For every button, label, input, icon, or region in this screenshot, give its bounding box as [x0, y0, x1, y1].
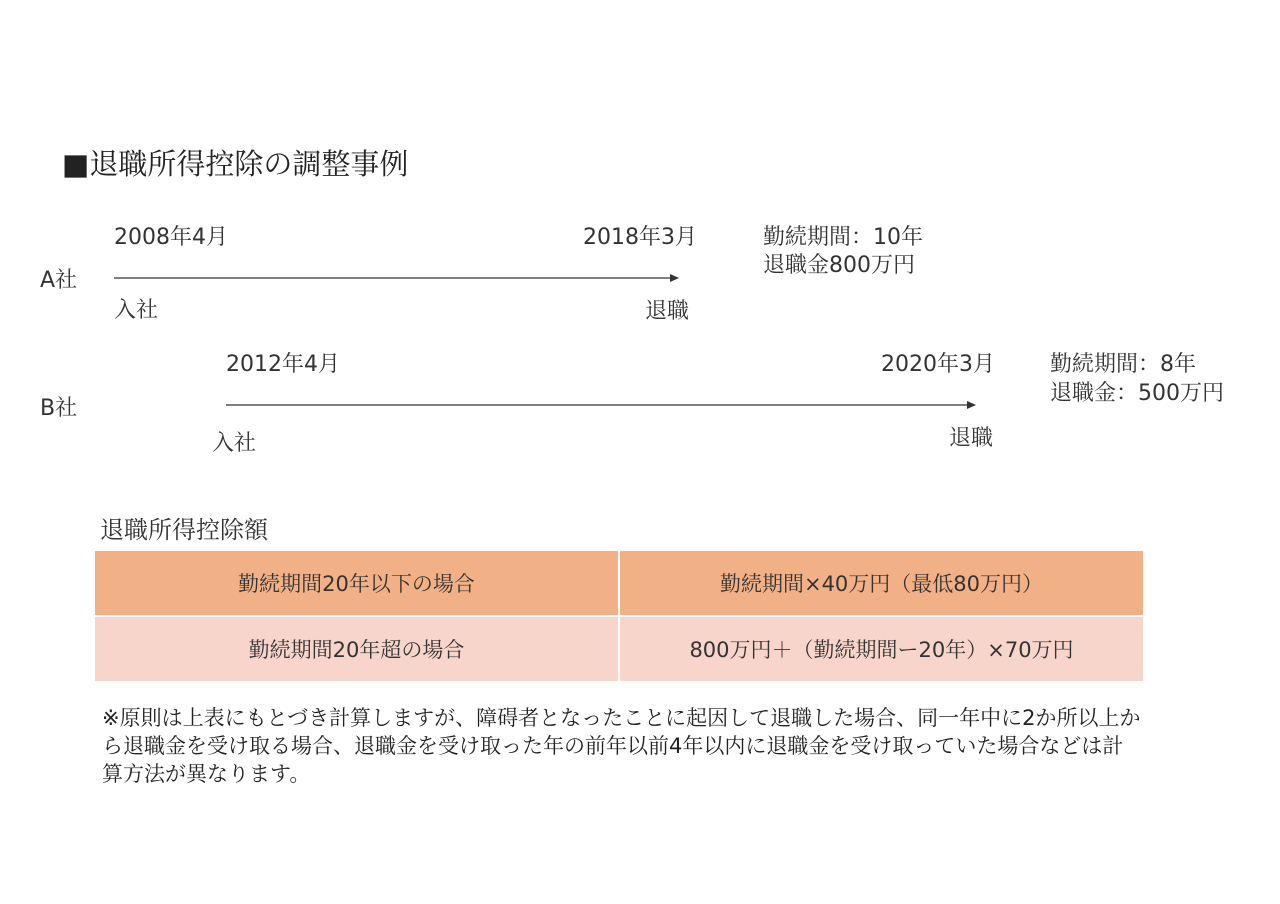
timeline-a-service-period: 勤続期間：10年 — [763, 225, 923, 250]
table-cell-formula: 勤続期間×40万円（最低80万円） — [619, 550, 1144, 616]
timeline-a-end-date: 2018年3月 — [583, 225, 697, 250]
deduction-heading: 退職所得控除額 — [100, 516, 268, 544]
page-title: ■退職所得控除の調整事例 — [62, 147, 409, 181]
table-cell-condition: 勤続期間20年超の場合 — [94, 616, 619, 682]
timeline-b-start-event: 入社 — [212, 431, 257, 456]
table-cell-formula: 800万円＋（勤続期間ー20年）×70万円 — [619, 616, 1144, 682]
timeline-a-start-event: 入社 — [114, 298, 159, 323]
deduction-table — [93, 549, 1145, 683]
table-row — [94, 616, 1144, 682]
company-a-label: A社 — [40, 268, 78, 293]
timeline-a-start-date: 2008年4月 — [114, 225, 228, 250]
table-cell-condition: 勤続期間20年以下の場合 — [94, 550, 619, 616]
timeline-b-service-period: 勤続期間：8年 — [1050, 352, 1196, 377]
timeline-a-retirement-pay: 退職金800万円 — [763, 253, 915, 278]
timeline-a-end-event: 退職 — [645, 299, 690, 324]
timeline-b-arrow — [224, 397, 980, 413]
company-b-label: B社 — [40, 396, 78, 421]
timeline-b-end-event: 退職 — [949, 426, 994, 451]
timeline-a-arrow — [112, 270, 682, 286]
timeline-b-end-date: 2020年3月 — [881, 352, 995, 377]
table-row — [94, 550, 1144, 616]
footnote: ※原則は上表にもとづき計算しますが、障碍者となったことに起因して退職した場合、同一年中に2か所以上から退職金を受け取る場合、退職金を受け取った年の前年以前4年以内に退職金を受け取っていた場合などは計算方法が異なります。 — [102, 706, 1141, 786]
timeline-b-start-date: 2012年4月 — [226, 352, 340, 377]
timeline-b-retirement-pay: 退職金：500万円 — [1050, 381, 1224, 406]
